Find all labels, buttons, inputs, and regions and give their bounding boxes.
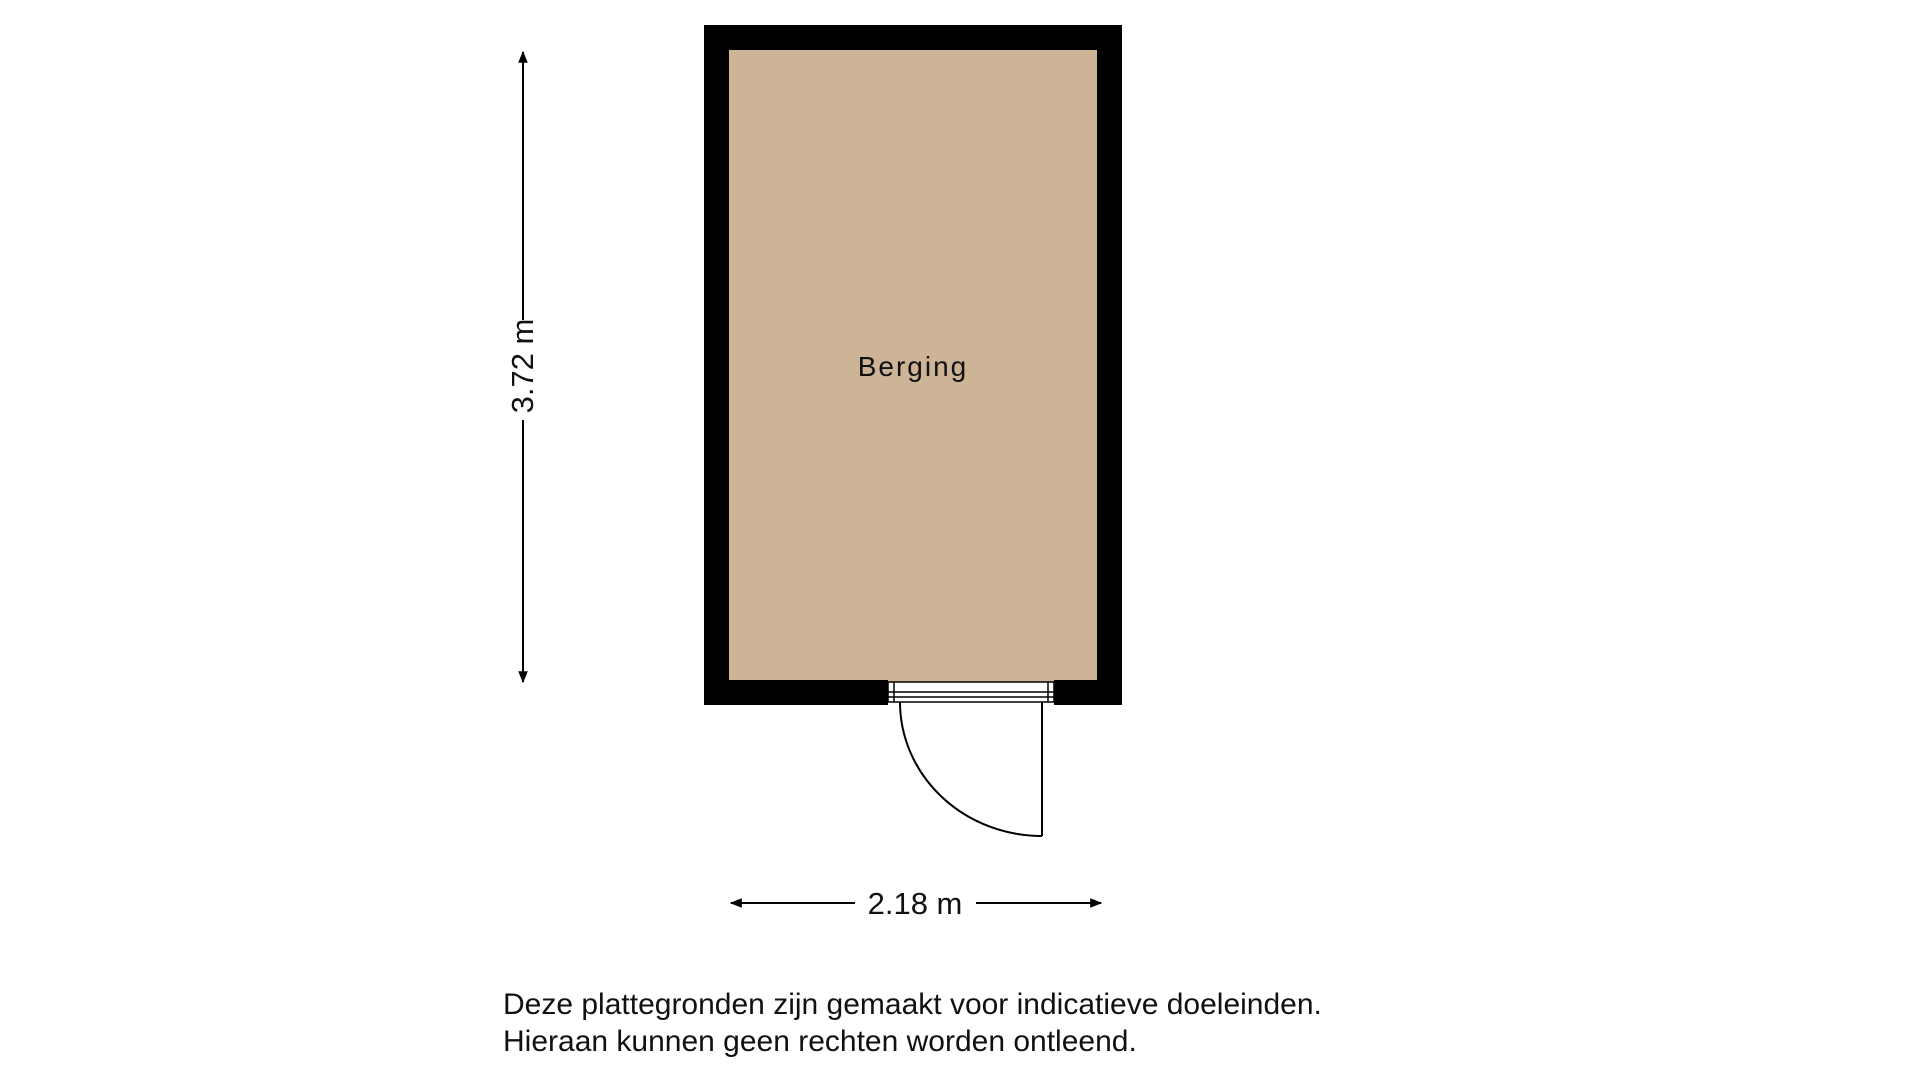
disclaimer-line-1: Deze plattegronden zijn gemaakt voor indicatieve doeleinden.	[503, 988, 1322, 1021]
door-swing-arc	[900, 702, 1042, 836]
disclaimer	[503, 986, 1703, 1060]
wall-bottom-right	[1054, 680, 1122, 705]
wall-right	[1097, 25, 1122, 705]
width-dimension	[731, 886, 1101, 921]
room-label: Berging	[857, 351, 969, 382]
wall-bottom-left	[704, 680, 888, 705]
height-dimension	[505, 52, 540, 682]
wall-left	[704, 25, 729, 705]
width-dimension-label: 2.18 m	[867, 886, 963, 921]
wall-top	[704, 25, 1122, 50]
door	[900, 702, 1042, 836]
disclaimer-line-2: Hieraan kunnen geen rechten worden ontleend.	[503, 1025, 1137, 1058]
height-dimension-label: 3.72 m	[505, 318, 540, 414]
door-threshold	[888, 682, 1054, 702]
